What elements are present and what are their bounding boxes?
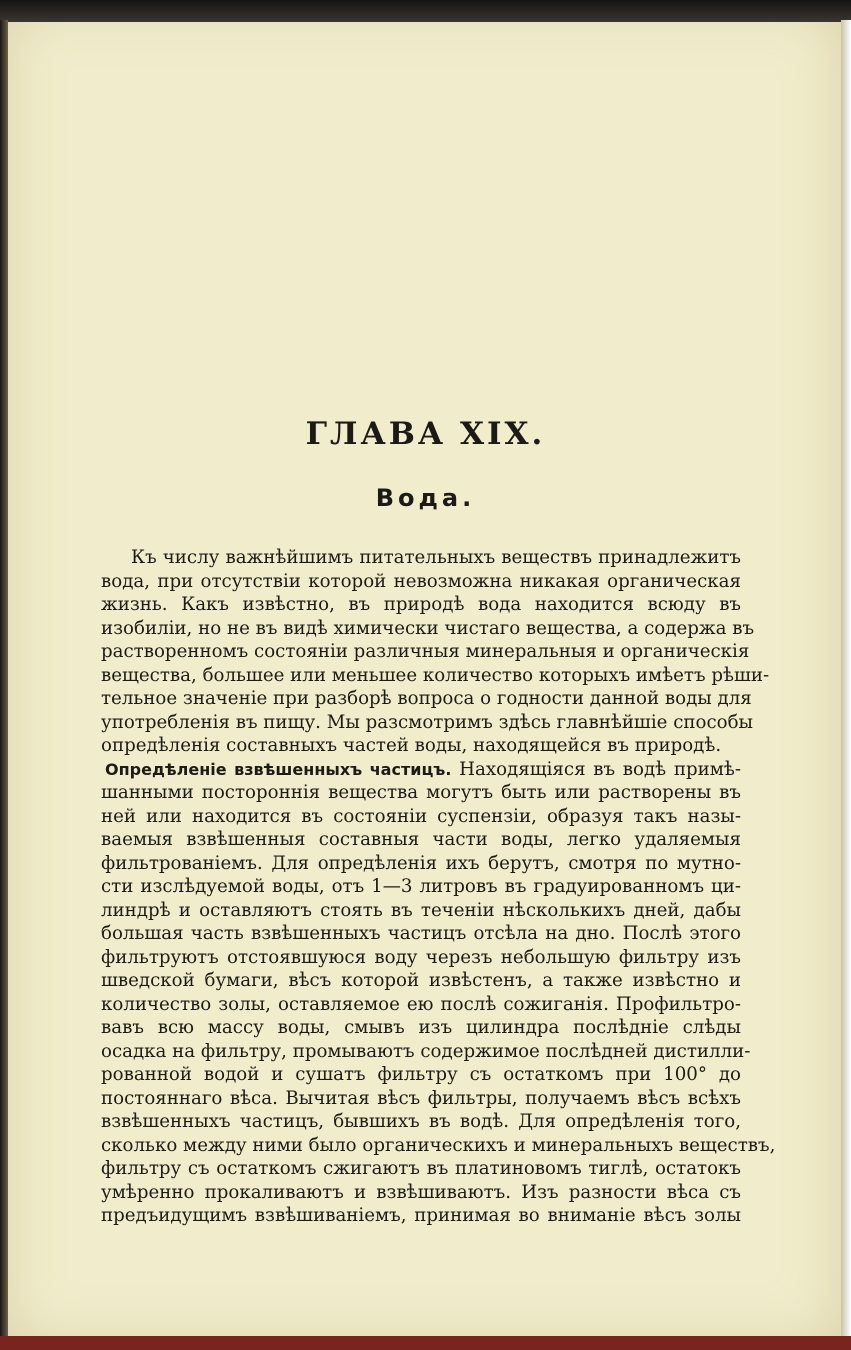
text-line: постояннаго вѣса. Вычитая вѣсъ фильтры, получаемъ вѣсъ всѣхъ — [101, 1087, 741, 1109]
text-line: изобиліи, но не въ видѣ химически чистаго вещества, а содержа въ — [101, 617, 755, 639]
term-continuation: Находящіяся въ водѣ примѣ- — [451, 758, 741, 780]
text-line: большая часть взвѣшенныхъ частицъ отсѣла на дно. Послѣ этого — [101, 923, 741, 944]
scan-left-edge — [0, 20, 8, 1340]
section-title: Вода. — [375, 484, 476, 512]
text-line: сти изслѣдуемой воды, отъ 1—3 литровъ въ градуированномъ ци- — [101, 876, 741, 897]
text-line: шведской бумаги, вѣсъ которой извѣстенъ, а также извѣстно и — [101, 970, 741, 991]
text-line: вода, при отсутствіи которой невозможна никакая органическая — [101, 570, 741, 592]
text-line: фильтрованіемъ. Для опредѣленія ихъ берутъ, смотря по мутно- — [101, 852, 741, 874]
text-line: опредѣленія составныхъ частей воды, находящейся въ природѣ. — [101, 735, 722, 756]
text-line: вавъ всю массу воды, смывъ изъ цилиндра послѣдніе слѣды — [101, 1017, 741, 1038]
body-text — [101, 546, 776, 1228]
text-line: взвѣшенныхъ частицъ, бывшихъ въ водѣ. Для опредѣленія того, — [101, 1111, 741, 1132]
text-line: жизнь. Какъ извѣстно, въ природѣ вода находится всюду въ — [101, 594, 741, 615]
chapter-title: ГЛАВА XIX. — [305, 416, 546, 452]
text-line: Къ числу важнѣйшимъ питательныхъ веществъ принадлежитъ — [131, 547, 741, 568]
text-line: тельное значеніе при разборѣ вопроса о годности данной воды для — [101, 688, 752, 709]
paragraph-2 — [101, 758, 776, 1228]
text-line: рованной водой и сушатъ фильтру съ остаткомъ при 100° до — [101, 1064, 741, 1085]
text-line: употребленія въ пищу. Мы разсмотримъ здѣсь главнѣйшіе способы — [101, 711, 754, 733]
text-line: фильтруютъ отстоявшуюся воду черезъ небольшую фильтру изъ — [101, 946, 741, 968]
scan-bottom-edge — [0, 1336, 851, 1350]
paragraph-term: Опредѣленіе взвѣшенныхъ частицъ. — [105, 759, 452, 779]
scan-top-edge — [0, 0, 851, 22]
text-line: растворенномъ состояніи различныя минеральныя и органическія — [101, 641, 750, 662]
paragraph-1 — [101, 546, 770, 758]
text-line: осадка на фильтру, промываютъ содержимое послѣдней дистилли- — [101, 1040, 751, 1062]
text-line — [101, 758, 741, 782]
text-line: ваемыя взвѣшенныя составныя части воды, легко удаляемыя — [101, 829, 741, 850]
text-line: ней или находится въ состояніи суспензіи, образуя такъ назы- — [101, 805, 741, 827]
text-line: линдрѣ и оставляютъ стоять въ теченіи нѣсколькихъ дней, дабы — [101, 899, 741, 921]
text-line: умѣренно прокаливаютъ и взвѣшиваютъ. Изъ разности вѣса съ — [101, 1181, 741, 1203]
text-line: фильтру съ остаткомъ сжигаютъ въ платиновомъ тиглѣ, остатокъ — [101, 1158, 741, 1179]
text-line: сколько между ними было органическихъ и минеральныхъ веществъ, — [101, 1134, 776, 1156]
text-line: вещества, большее или меньшее количество которыхъ имѣетъ рѣши- — [101, 664, 770, 686]
text-line: шанными постороннія вещества могутъ быть или растворены въ — [101, 782, 741, 803]
scan-right-edge — [841, 20, 851, 1340]
text-line: предъидущимъ взвѣшиваніемъ, принимая во вниманіе вѣсъ золы — [101, 1205, 741, 1226]
text-line: количество золы, оставляемое ею послѣ сожиганія. Профильтро- — [101, 993, 741, 1015]
